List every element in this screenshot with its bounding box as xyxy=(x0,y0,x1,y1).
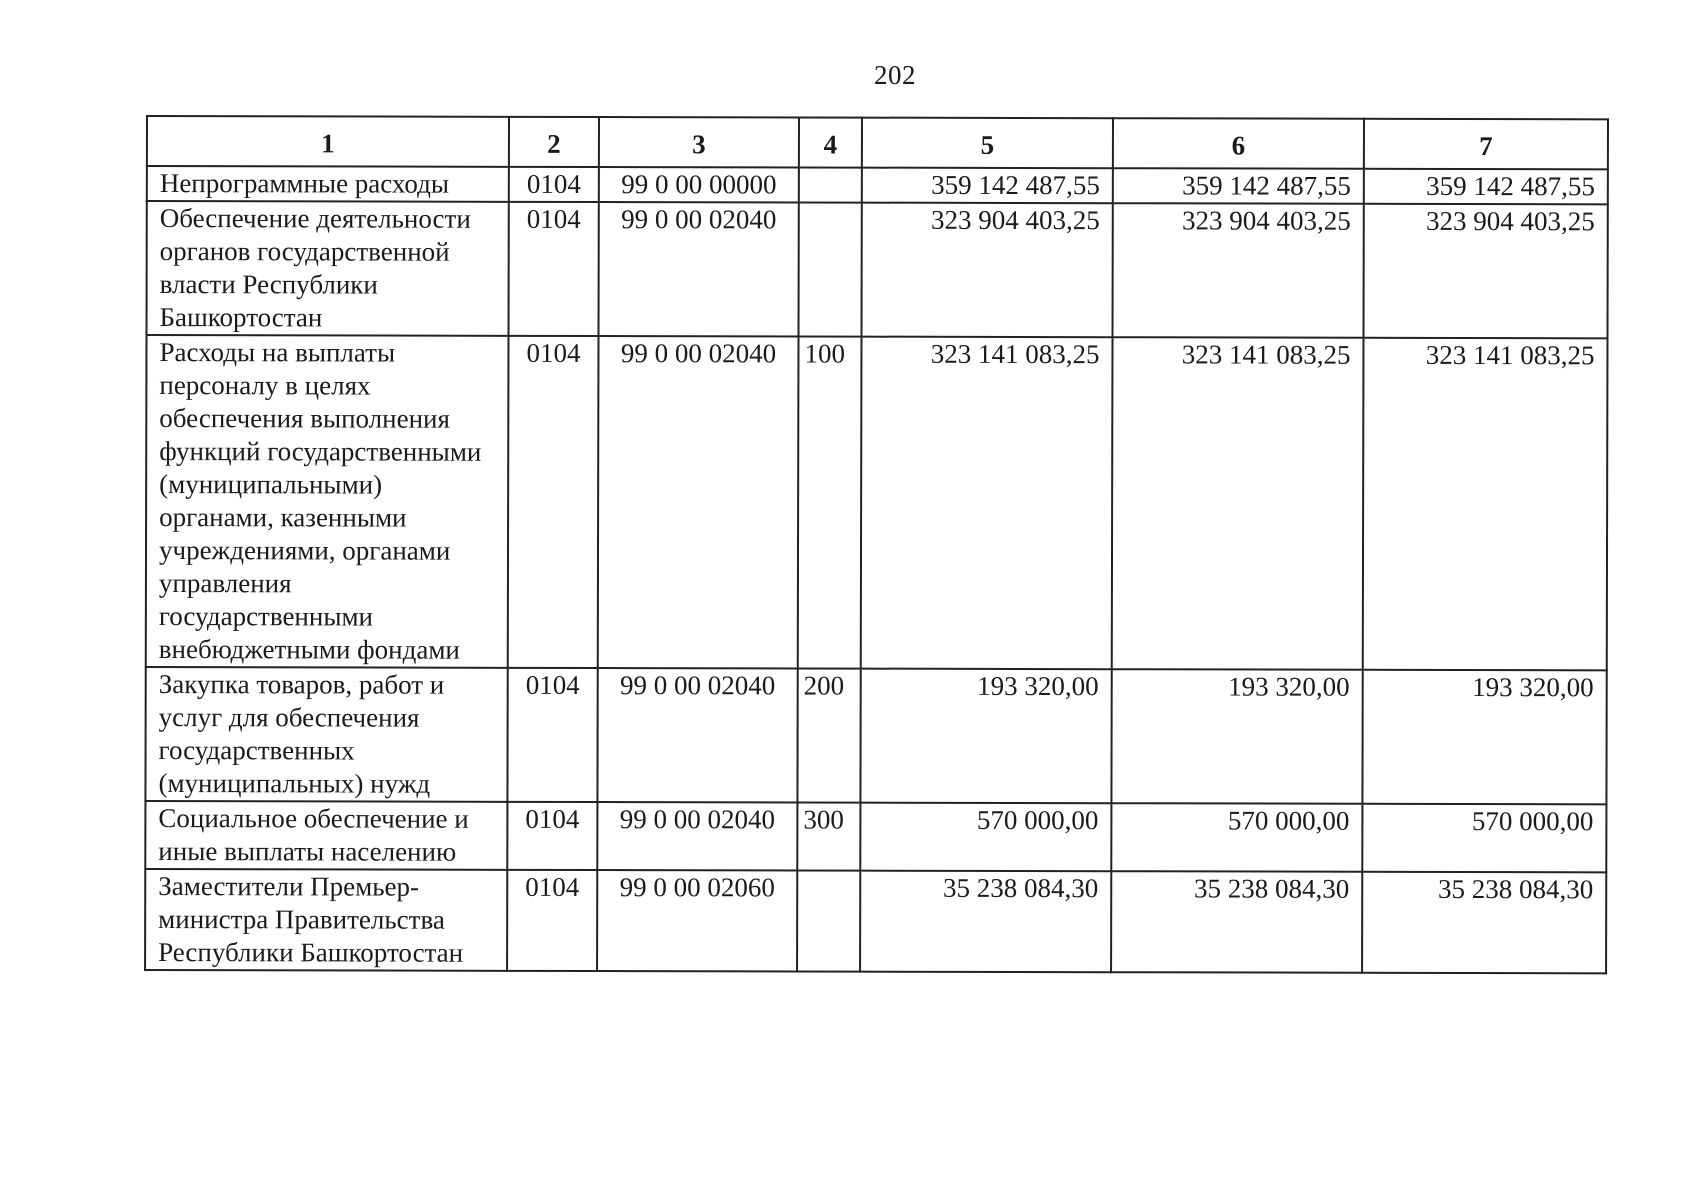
row-target-code: 99 0 00 02040 xyxy=(597,668,797,802)
row-value-col6: 193 320,00 xyxy=(1111,669,1362,804)
row-type-code: 300 xyxy=(797,802,860,870)
table-row xyxy=(147,201,1608,338)
table-row xyxy=(145,801,1606,872)
row-value-col6: 570 000,00 xyxy=(1111,803,1362,872)
table-header-row xyxy=(147,116,1608,169)
row-section-code: 0104 xyxy=(507,668,597,802)
row-value-col6: 359 142 487,55 xyxy=(1113,168,1364,204)
row-section-code: 0104 xyxy=(507,870,597,971)
column-header: 1 xyxy=(147,116,509,167)
row-value-col7: 193 320,00 xyxy=(1362,670,1606,805)
column-header: 3 xyxy=(599,117,799,167)
table-row xyxy=(146,335,1608,670)
row-type-code xyxy=(799,167,862,202)
row-name: Социальное обеспечение и иные выплаты населению xyxy=(145,801,507,870)
row-name: Закупка товаров, работ и услуг для обеспечения государственных (муниципальных) нужд xyxy=(145,667,507,802)
row-name: Непрограммные расходы xyxy=(147,166,509,202)
row-value-col5: 359 142 487,55 xyxy=(862,168,1113,204)
row-section-code: 0104 xyxy=(508,202,598,336)
row-value-col7: 359 142 487,55 xyxy=(1364,169,1608,205)
budget-table-container xyxy=(144,115,1607,974)
row-section-code: 0104 xyxy=(509,167,599,202)
budget-table xyxy=(144,115,1609,974)
row-value-col5: 323 904 403,25 xyxy=(861,203,1112,338)
row-target-code: 99 0 00 02060 xyxy=(597,870,797,971)
row-value-col7: 35 238 084,30 xyxy=(1362,872,1606,974)
row-value-col6: 323 141 083,25 xyxy=(1112,337,1364,670)
table-row xyxy=(145,667,1606,804)
table-row xyxy=(147,166,1608,204)
row-name: Расходы на выплаты персоналу в целях обеспечения выполнения функций государственными (муниципальными) органами, казенными учреждениями, органами управления государственными внебюджетными фондами xyxy=(146,335,509,668)
row-value-col6: 323 904 403,25 xyxy=(1112,203,1363,338)
column-header: 4 xyxy=(799,117,862,167)
row-target-code: 99 0 00 02040 xyxy=(597,802,797,870)
row-target-code: 99 0 00 02040 xyxy=(598,336,799,668)
row-type-code: 100 xyxy=(798,336,862,668)
row-type-code xyxy=(798,202,861,336)
row-value-col5: 35 238 084,30 xyxy=(860,871,1111,973)
row-value-col7: 570 000,00 xyxy=(1362,804,1606,873)
column-header: 2 xyxy=(509,117,599,167)
table-row xyxy=(145,869,1606,973)
row-type-code: 200 xyxy=(797,668,860,802)
row-name: Обеспечение деятельности органов государственной власти Республики Башкортостан xyxy=(147,201,509,336)
row-target-code: 99 0 00 00000 xyxy=(599,167,799,202)
row-name: Заместители Премьер-министра Правительства Республики Башкортостан xyxy=(145,869,507,971)
row-section-code: 0104 xyxy=(507,802,597,870)
row-value-col5: 193 320,00 xyxy=(860,669,1111,804)
row-value-col7: 323 904 403,25 xyxy=(1363,204,1607,339)
column-header: 7 xyxy=(1364,119,1608,170)
row-value-col6: 35 238 084,30 xyxy=(1111,871,1362,973)
column-header: 6 xyxy=(1113,118,1364,169)
page-number: 202 xyxy=(874,60,916,90)
row-value-col5: 323 141 083,25 xyxy=(861,337,1113,670)
row-type-code xyxy=(797,870,860,971)
row-section-code: 0104 xyxy=(508,336,599,668)
row-value-col5: 570 000,00 xyxy=(860,803,1111,872)
row-value-col7: 323 141 083,25 xyxy=(1363,338,1608,671)
column-header: 5 xyxy=(862,118,1113,169)
row-target-code: 99 0 00 02040 xyxy=(598,202,798,336)
